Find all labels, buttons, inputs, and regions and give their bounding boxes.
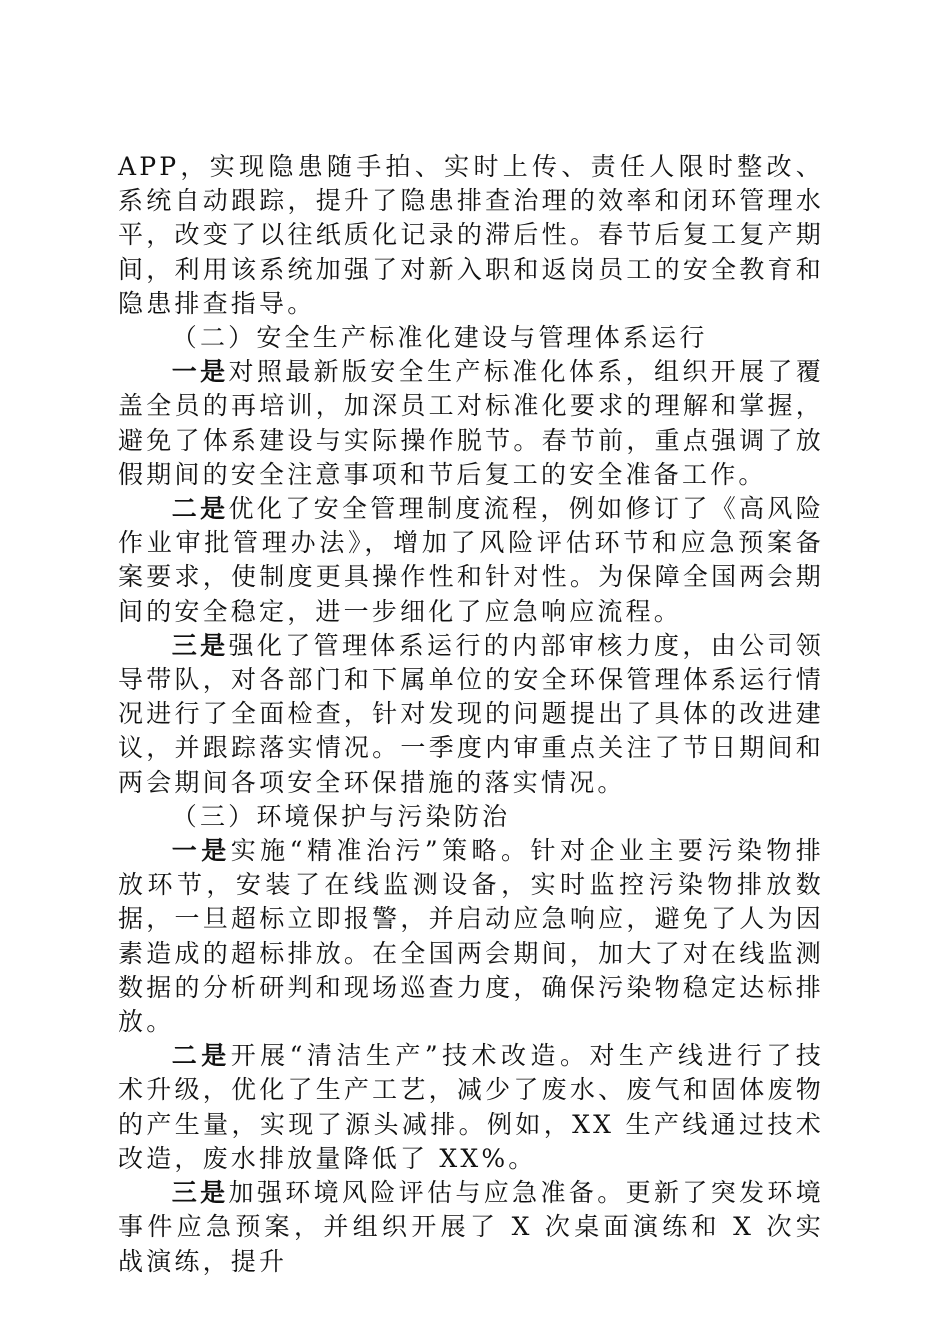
paragraph-3-2 [118, 1039, 824, 1176]
paragraph-3-1 [118, 834, 824, 1039]
paragraph-lead: 二是 [171, 1041, 231, 1071]
paragraph-app-system: APP，实现隐患随手拍、实时上传、责任人限时整改、系统自动跟踪，提升了隐患排查治理的效率和闭环管理水平，改变了以往纸质化记录的滞后性。春节后复工复产期间，利用该系统加强了对新入职和返岗员工的安全教育和隐患排查指导。 [118, 152, 824, 318]
document-page [118, 150, 824, 1279]
paragraph-lead: 一是 [171, 357, 229, 387]
paragraph-body: 加强环境风险评估与应急准备。更新了突发环境事件应急预案，并组织开展了 X 次桌面演练和 X 次实战演练，提升 [118, 1178, 824, 1276]
paragraph-lead: 二是 [171, 494, 229, 524]
paragraph-body: 开展“清洁生产”技术改造。对生产线进行了技术升级，优化了生产工艺，减少了废水、废气和固体废物的产生量，实现了源头减排。例如，XX 生产线通过技术改造，废水排放量降低了 XX%。 [118, 1041, 824, 1173]
paragraph-body: 强化了管理体系运行的内部审核力度，由公司领导带队，对各部门和下属单位的安全环保管理体系运行情况进行了全面检查，针对发现的问题提出了具体的改进建议，并跟踪落实情况。一季度内审重点关注了节日期间和两会期间各项安全环保措施的落实情况。 [118, 630, 824, 797]
paragraph-body: 实施“精准治污”策略。针对企业主要污染物排放环节，安装了在线监测设备，实时监控污染物排放数据，一旦超标立即报警，并启动应急响应，避免了人为因素造成的超标排放。在全国两会期间，加大了对在线监测数据的分析研判和现场巡查力度，确保污染物稳定达标排放。 [118, 836, 824, 1037]
paragraph-3-3 [118, 1176, 824, 1279]
paragraph-2-2 [118, 492, 824, 629]
paragraph-lead: 三是 [171, 1178, 229, 1208]
section-heading-2: （二）安全生产标准化建设与管理体系运行 [171, 323, 708, 353]
paragraph-2-1 [118, 355, 824, 492]
paragraph-body: 优化了安全管理制度流程，例如修订了《高风险作业审批管理办法》，增加了风险评估环节和应急预案备案要求，使制度更具操作性和针对性。为保障全国两会期间的安全稳定，进一步细化了应急响应流程。 [118, 494, 824, 626]
section-heading-3: （三）环境保护与污染防治 [171, 801, 511, 831]
paragraph-body: 对照最新版安全生产标准化体系，组织开展了覆盖全员的再培训，加深员工对标准化要求的理解和掌握，避免了体系建设与实际操作脱节。春节前，重点强调了放假期间的安全注意事项和节后复工的安全准备工作。 [118, 357, 824, 489]
paragraph-lead: 三是 [171, 630, 229, 660]
paragraph-2-3 [118, 629, 824, 800]
paragraph-lead: 一是 [171, 836, 231, 866]
